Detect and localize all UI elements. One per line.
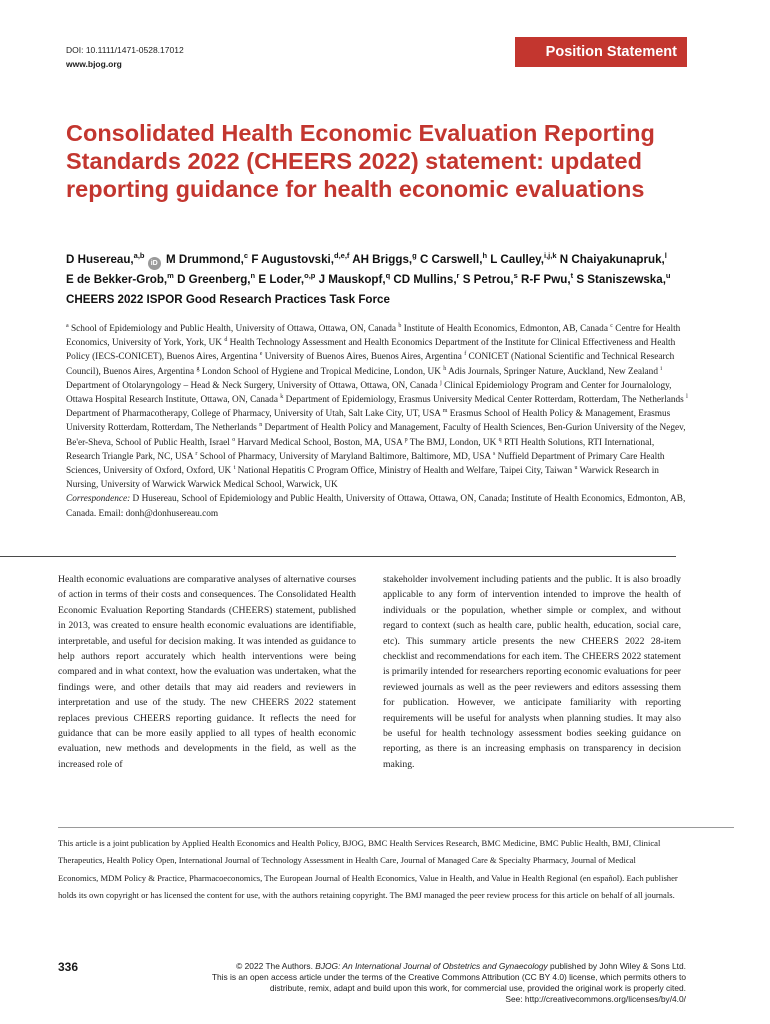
author-affiliation-marker: r xyxy=(456,271,460,281)
body-column-left: Health economic evaluations are comparative analyses of alternative courses of action in terms of their costs and consequences. The Consolidated Health Economic Evaluation Reporting Standards (CHEERS) statement, published in 2013, was created to ensure health economic evaluations are identifiable, interpretable, and useful for decision making. It was intended as guidance to help authors report accurately which health interventions were being compared and in what context, how the evaluation was undertaken, what the findings were, and other details that may aid readers and reviewers in interpretation and use of the study. The new CHEERS 2022 statement replaces previous CHEERS reporting guidance. It reflects the need for guidance that can be more easily applied to all types of health economic evaluation, new methods and developments in the field, as well as the increased role of xyxy=(58,574,356,770)
journal-name: BJOG: An International Journal of Obstetrics and Gynaecology xyxy=(315,961,548,971)
author-name-text: J Mauskopf, xyxy=(318,273,386,286)
affiliation-marker: u xyxy=(574,464,578,471)
author-name-text: S Petrou, xyxy=(462,273,514,286)
author-name xyxy=(521,273,573,286)
author-affiliation-marker: n xyxy=(250,271,256,281)
affiliation-text: London School of Hygiene and Tropical Medicine, London, UK xyxy=(199,366,444,377)
author-name-text: AH Briggs, xyxy=(352,253,413,266)
affiliation-text: Department of Epidemiology, Erasmus University Medical Center Rotterdam, Rotterdam, The Netherlands xyxy=(283,395,687,406)
author-name-text: R-F Pwu, xyxy=(521,273,571,286)
affiliation-marker: q xyxy=(498,436,502,443)
article-title: Consolidated Health Economic Evaluation Reporting Standards 2022 (CHEERS 2022) statement: updated reporting guidance for health economic evaluations xyxy=(66,120,655,202)
affiliation-marker: k xyxy=(280,393,284,400)
affiliation-text: Department of Otolaryngology – Head & Neck Surgery, University of Ottawa, Ottawa, ON, Canada xyxy=(66,380,441,391)
affiliation-marker: f xyxy=(464,351,467,358)
license-link[interactable]: See: http://creativecommons.org/licenses/by/4.0/ xyxy=(505,994,686,1004)
author-name xyxy=(258,273,315,286)
author-name xyxy=(463,273,518,286)
author-name xyxy=(251,253,349,266)
author-list xyxy=(66,250,696,309)
affiliation-marker: o xyxy=(232,436,236,443)
author-name-text: N Chaiyakunapruk, xyxy=(559,253,665,266)
divider-top xyxy=(0,556,676,557)
joint-publication-note: This article is a joint publication by Applied Health Economics and Health Policy, BJOG, BMC Health Services Research, BMC Medicine, BMC Public Health, BMJ, Clinical Therapeutics, Health Policy Open, International Journal of Technology Assessment in Health Care, Journal of Managed Care & Specialty Pharmacy, Journal of Medical Economics, MDM Policy & Practice, Pharmacoeconomics, The European Journal of Health Economics, Value in Health, and Value in Health Regional (en español). Each publisher holds its own copyright or has licensed the content for use, with the authors retaining copyright. The BMJ managed the peer review process for this article on behalf of all journals. xyxy=(58,838,678,901)
author-name-text: S Staniszewska, xyxy=(576,273,666,286)
affiliation-text: The BMJ, London, UK xyxy=(407,437,499,448)
correspondence-label: Correspondence: xyxy=(66,494,131,505)
author-affiliation-marker: u xyxy=(665,271,671,281)
affiliation-marker: h xyxy=(443,365,447,372)
author-name xyxy=(319,273,391,286)
affiliation-text: Department of Health Policy and Management, Faculty of Health Sciences, Ben-Gurion University of the Negev, Be'er-Sheva, School of Public Health, Israel xyxy=(66,423,686,448)
author-name-text: CHEERS 2022 ISPOR Good Research Practices Task Force xyxy=(66,292,390,306)
author-affiliation-marker: s xyxy=(513,271,518,281)
affiliation-marker: b xyxy=(398,322,402,329)
copyright-suffix: published by John Wiley & Sons Ltd. xyxy=(550,961,686,971)
affiliation-marker: c xyxy=(610,322,613,329)
author-name xyxy=(66,253,163,266)
author-name-text: CD Mullins, xyxy=(393,273,457,286)
affiliation-marker: l xyxy=(686,393,688,400)
affiliation-marker: n xyxy=(259,422,263,429)
journal-url-link[interactable]: www.bjog.org xyxy=(66,59,122,69)
affiliation-text: Warwick Research in Nursing, University of Warwick Warwick Medical School, Warwick, UK xyxy=(66,466,659,491)
article-type-badge: Position Statement xyxy=(515,37,687,67)
affiliation-text: Erasmus School of Health Policy & Management, Erasmus University Rotterdam, Rotterdam, The Netherlands xyxy=(66,409,671,434)
author-affiliation-marker: h xyxy=(482,251,488,261)
author-affiliation-marker: i,j,k xyxy=(543,251,557,261)
author-name-text: L Caulley, xyxy=(490,253,544,266)
correspondence-text: D Husereau, School of Epidemiology and Public Health, University of Ottawa, Ottawa, ON, Canada; Institute of Health Economics, Edmonton, AB, Canada. Email: donh@donhusereau.com xyxy=(66,494,686,519)
doi-text: DOI: 10.1111/1471-0528.17012 xyxy=(66,45,184,55)
divider-bottom xyxy=(58,827,734,828)
author-name-text: M Drummond, xyxy=(165,253,244,266)
affiliation-marker: p xyxy=(404,436,408,443)
affiliation-marker: t xyxy=(233,464,236,471)
author-name-text: E Loder, xyxy=(258,273,305,286)
affiliation-text: Department of Pharmacotherapy, College of Pharmacy, University of Utah, Salt Lake City, UT, USA xyxy=(66,409,443,420)
affiliation-text: School of Pharmacy, University of Maryland Baltimore, Baltimore, MD, USA xyxy=(197,451,493,462)
author-name-text: D Husereau, xyxy=(66,253,134,266)
author-name xyxy=(420,253,487,266)
affiliation-marker: a xyxy=(66,322,69,329)
copyright-line xyxy=(170,961,686,972)
author-affiliation-marker: g xyxy=(412,251,417,261)
affiliation-text: CONICET (National Scientific and Technical Research Council), Buenos Aires, Argentina xyxy=(66,352,675,377)
affiliation-text: Clinical Epidemiology Program and Center for Journalology, Ottawa Hospital Research Institute, Ottawa, ON, Canada xyxy=(66,380,672,406)
affiliation-text: National Hepatitis C Program Office, Ministry of Health and Welfare, Taipei City, Taiwan xyxy=(235,466,575,477)
license-line-2: distribute, remix, adapt and build upon this work, for commercial use, provided the original work is properly cited. xyxy=(269,983,686,993)
author-affiliation-marker: d,e,f xyxy=(333,251,350,261)
author-name xyxy=(166,253,248,266)
author-name-text: E de Bekker-Grob, xyxy=(66,273,168,286)
author-name xyxy=(66,273,174,286)
affiliation-marker: s xyxy=(492,450,496,457)
affiliation-text: RTI Health Solutions, RTI International, Research Triangle Park, NC, USA xyxy=(66,437,655,462)
affiliation-text: Centre for Health Economics, University of York, York, UK xyxy=(66,324,681,349)
author-affiliation-marker: o,p xyxy=(304,271,316,281)
license-line-1: This is an open access article under the terms of the Creative Commons Attribution (CC BY 4.0) license, which permits others to xyxy=(211,972,686,982)
orcid-icon[interactable]: iD xyxy=(148,257,161,270)
affiliation-text: Harvard Medical School, Boston, MA, USA xyxy=(235,437,405,448)
author-name xyxy=(352,253,417,266)
author-affiliation-marker: l xyxy=(664,251,667,261)
affiliation-text: Adis Journals, Springer Nature, Auckland, New Zealand xyxy=(446,366,661,377)
author-affiliation-marker: m xyxy=(167,271,174,281)
doi-block xyxy=(66,43,184,71)
affiliation-text: University of Buenos Aires, Buenos Aires, Argentina xyxy=(262,352,465,363)
author-name-text: C Carswell, xyxy=(419,253,483,266)
author-name xyxy=(66,293,390,306)
author-affiliation-marker: a,b xyxy=(133,251,145,261)
author-name xyxy=(490,253,556,266)
affiliation-marker: d xyxy=(224,337,228,344)
author-affiliation-marker: c xyxy=(243,251,249,261)
correspondence xyxy=(66,492,690,520)
affiliation-text: Health Technology Assessment and Health Economics Department of the Institute for Clinical Effectiveness and Health Policy (IECS-CONICET), Buenos Aires, Argentina xyxy=(66,338,676,363)
author-affiliation-marker: t xyxy=(570,271,574,281)
author-name xyxy=(576,273,670,286)
affiliation-marker: m xyxy=(442,408,448,415)
affiliation-marker: i xyxy=(660,365,662,372)
author-name-text: D Greenberg, xyxy=(177,273,251,286)
affiliation-marker: e xyxy=(259,351,263,358)
author-name xyxy=(177,273,255,286)
author-affiliation-marker: q xyxy=(385,271,391,281)
author-name xyxy=(560,253,667,266)
affiliation-text: Institute of Health Economics, Edmonton, AB, Canada xyxy=(401,324,611,334)
affiliation-marker: g xyxy=(196,365,200,372)
affiliation-text: School of Epidemiology and Public Health, University of Ottawa, Ottawa, ON, Canada xyxy=(68,324,399,334)
copyright-prefix: © 2022 The Authors. xyxy=(236,961,313,971)
affiliation-marker: r xyxy=(195,450,198,457)
page-number: 336 xyxy=(58,960,79,974)
author-name xyxy=(393,273,459,286)
license-footer xyxy=(170,961,686,1005)
body-column-right: stakeholder involvement including patients and the public. It is also broadly applicable to any form of intervention intended to improve the health of individuals or the population, whether simple or complex, and without regard to context (such as health care, public health, education, social care, etc). This summary article presents the new CHEERS 2022 28-item checklist and recommendations for each item. The CHEERS 2022 statement is primarily intended for researchers reporting economic evaluations for peer reviewed journals as well as the peer reviewers and editors assessing them for publication. However, we anticipate familiarity with reporting requirements will be useful for analysts when planning studies. It may also be useful for health technology assessment bodies seeking guidance on reporting, as there is an increasing emphasis on transparency in decision making. xyxy=(383,574,681,770)
affiliation-text: Nuffield Department of Primary Care Health Sciences, University of Oxford, Oxford, UK xyxy=(66,451,665,477)
author-name-text: F Augustovski, xyxy=(251,253,334,266)
affiliations xyxy=(66,322,690,521)
affiliation-marker: j xyxy=(440,379,442,386)
affiliation-entries xyxy=(66,324,688,490)
